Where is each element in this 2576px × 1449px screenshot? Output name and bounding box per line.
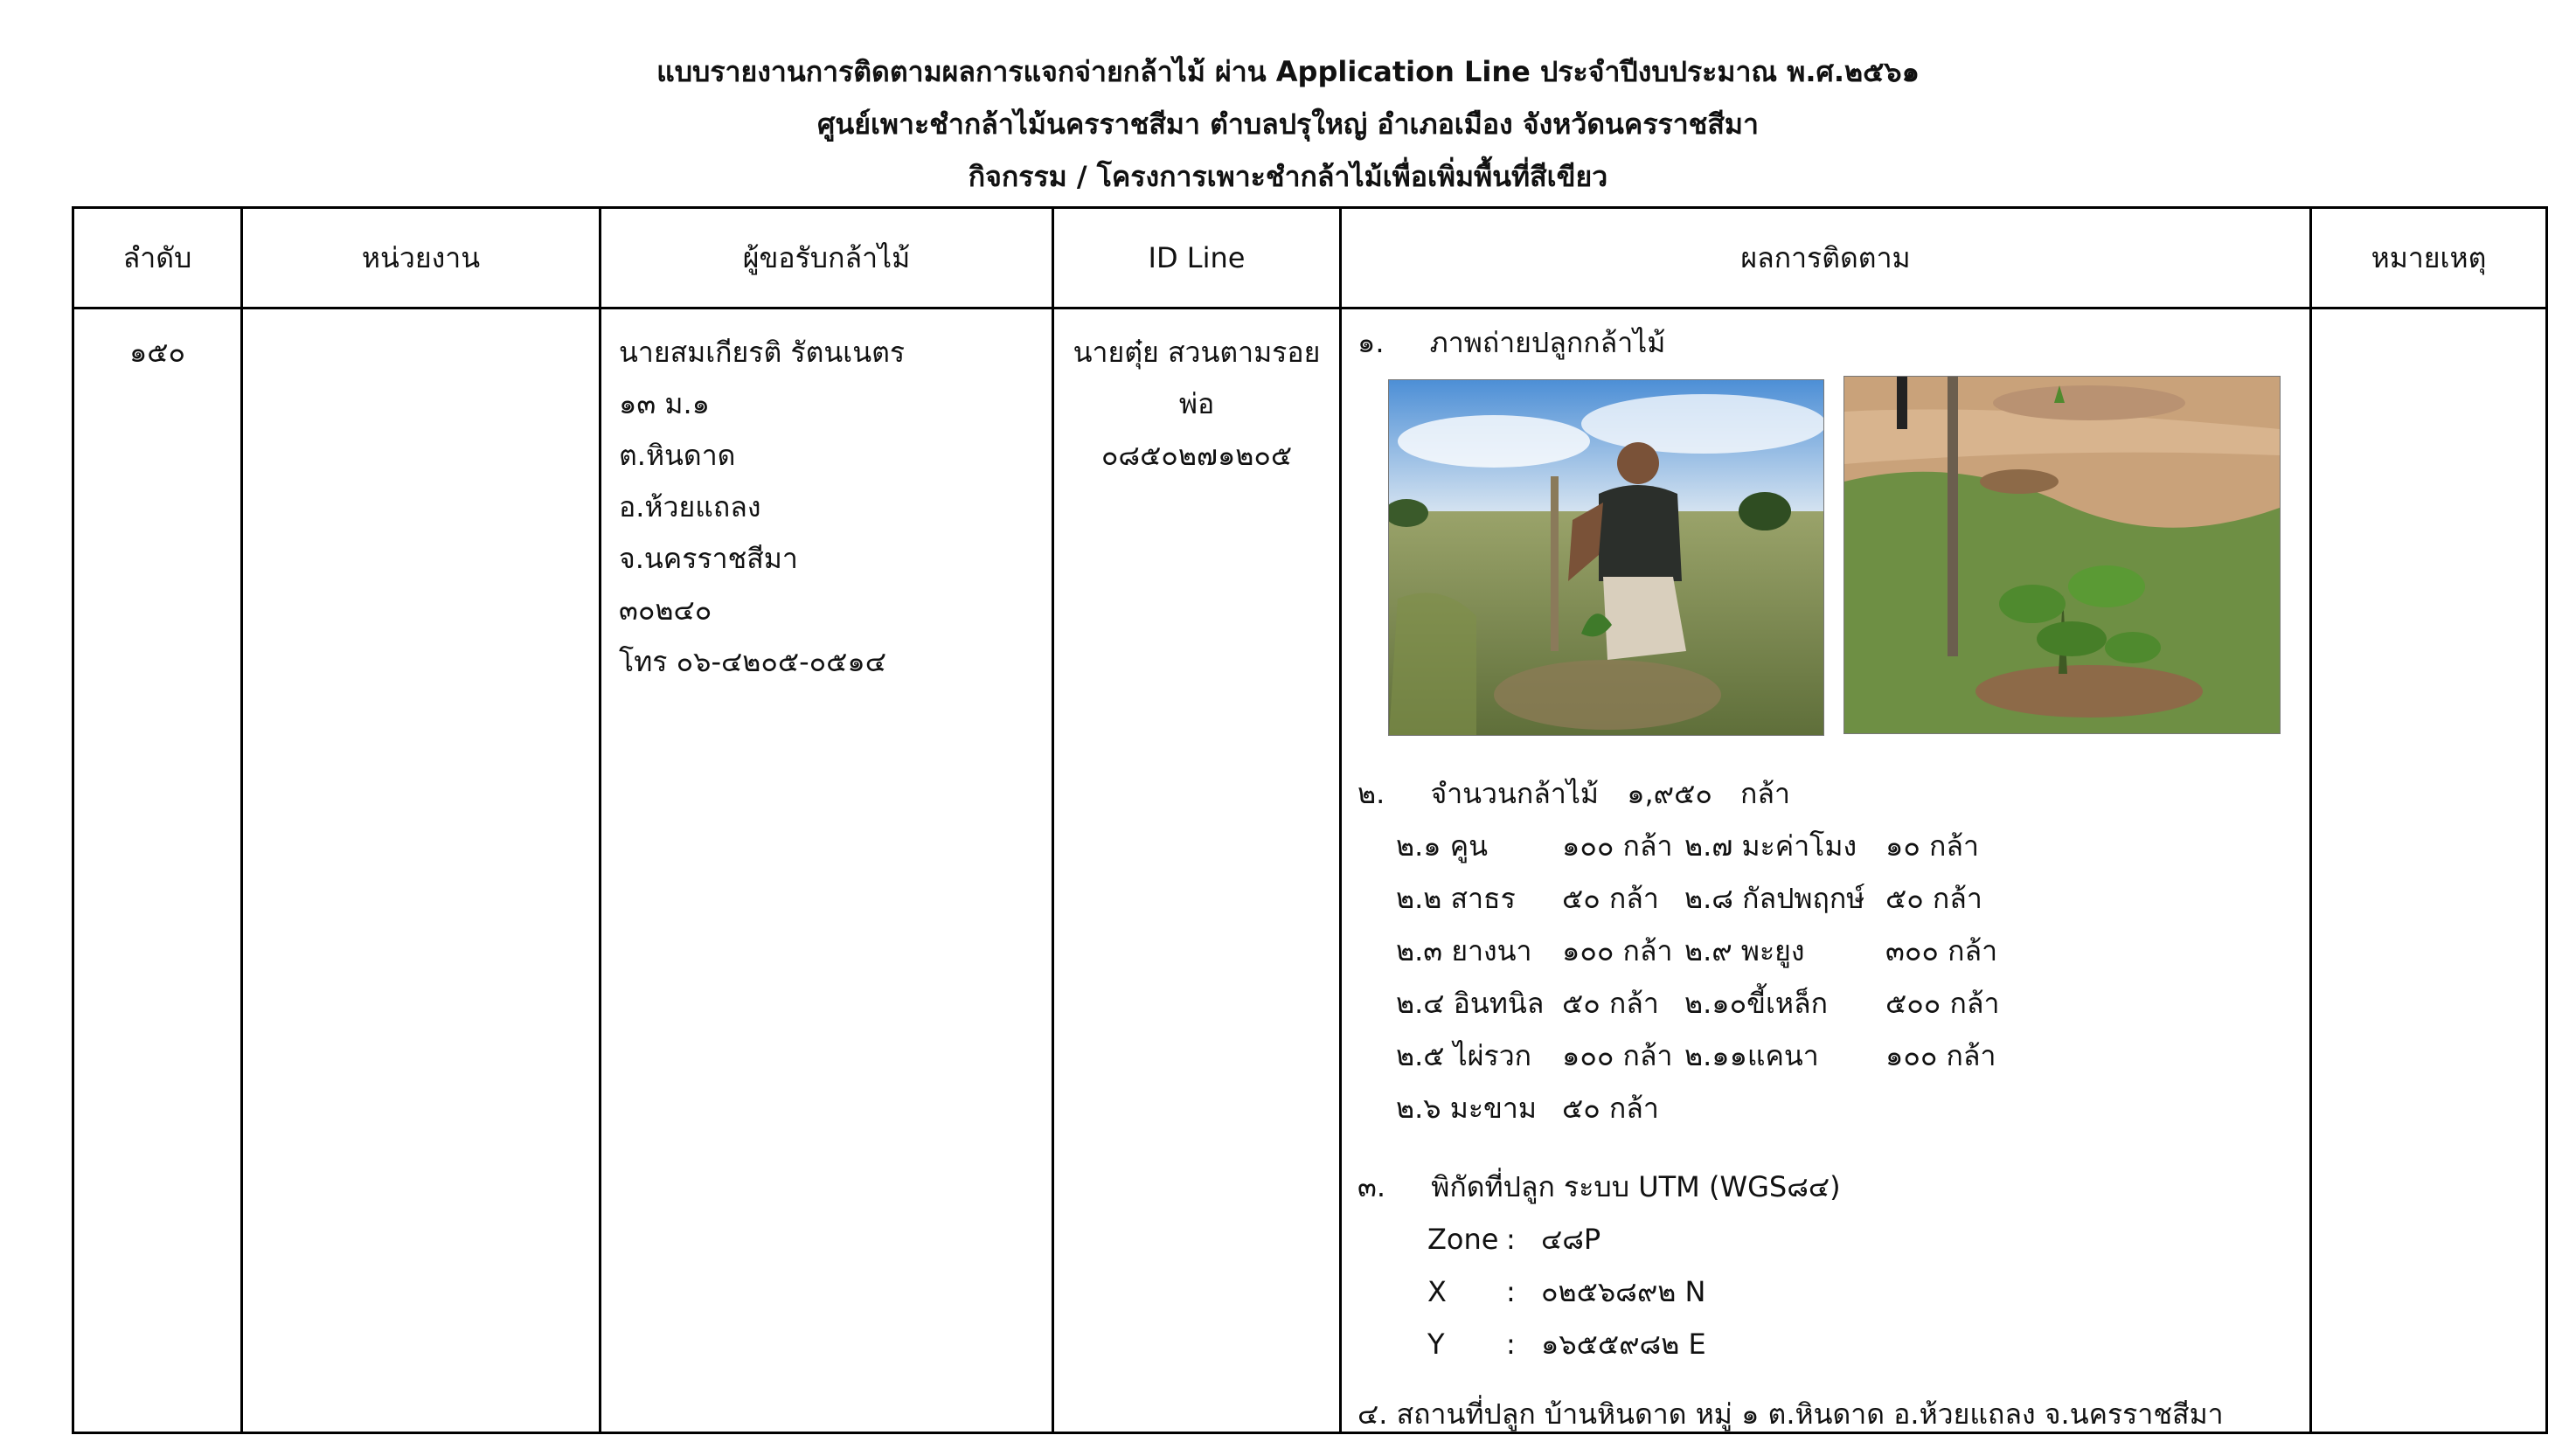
section-3-text: พิกัดที่ปลูก ระบบ UTM (WGS๘๔) [1431,1170,1841,1203]
coord-key: Y [1427,1328,1445,1361]
item-left-qty: ๑๐๐ กล้า [1562,1039,1673,1072]
coord-x [1427,1274,1705,1309]
note-cell [2311,309,2547,1433]
id-line-cell [1053,309,1341,1433]
item-left-name: ๒.๔ อินทนิล [1396,987,1545,1020]
list-item [1396,881,1982,916]
item-left-name: ๒.๖ มะขาม [1396,1092,1537,1125]
item-left-qty: ๑๐๐ กล้า [1562,829,1673,863]
seedling-photo-illustration [1844,377,2280,733]
coord-key: Zone [1427,1223,1499,1256]
item-left-name: ๒.๕ ไผ่รวก [1396,1039,1532,1072]
result-cell [1341,309,2311,1433]
item-left-qty: ๕๐ กล้า [1562,882,1659,915]
report-center: ศูนย์เพาะชำกล้าไม้นครราชสีมา ตำบลปรุใหญ่ อำเภอเมือง จังหวัดนครราชสีมา [817,107,1759,141]
recipient-district: อ.ห้วยแถลง [619,490,761,523]
section-3-number: ๓. [1357,1170,1386,1203]
coord-y [1427,1327,1706,1362]
item-right-name: ๒.๗ มะค่าโมง [1684,829,1857,863]
agency-cell [242,309,601,1433]
item-right-name: ๒.๘ กัลปพฤกษ์ [1684,882,1865,915]
result-section-1 [1357,325,1665,360]
planting-photo-seedling [1843,376,2281,734]
coord-value: ๑๖๕๕๙๘๒ E [1541,1328,1706,1361]
col-seq: ลำดับ [73,208,242,309]
list-item [1396,933,1997,968]
report-table [72,206,2548,1434]
item-left-name: ๒.๑ คูน [1396,829,1489,863]
item-right-qty: ๕๐๐ กล้า [1885,987,2000,1020]
col-result: ผลการติดตาม [1341,208,2311,309]
report-activity: กิจกรรม / โครงการเพาะชำกล้าไม้เพื่อเพิ่มพื้นที่สีเขียว [968,160,1608,193]
coord-value: ๔๘P [1541,1223,1601,1256]
coord-key: X [1427,1275,1447,1308]
section-2-number: ๒. [1357,777,1385,810]
farmer-photo-illustration [1389,380,1823,735]
section-1-number: ๑. [1357,326,1385,359]
recipient-province: จ.นครราชสีมา [619,542,798,575]
item-right-qty: ๓๐๐ กล้า [1885,934,1998,967]
result-section-2 [1357,776,1790,811]
seq-cell [73,309,242,1433]
recipient-subdistrict: ต.หินดาด [619,439,736,472]
id-line-name: นายตุ๋ย สวนตามรอย [1073,336,1321,369]
result-section-4: ๔. สถานที่ปลูก บ้านหินดาด หมู่ ๑ ต.หินดาด อ.ห้วยแถลง จ.นครราชสีมา [1357,1397,2224,1431]
list-item [1396,828,1979,863]
recipient-postcode: ๓๐๒๔๐ [619,593,712,627]
header-row [73,208,2547,309]
item-left-qty: ๑๐๐ กล้า [1562,934,1673,967]
item-left-name: ๒.๒ สาธร [1396,882,1516,915]
id-line-name-cont: พ่อ [1178,387,1215,420]
item-left-qty: ๕๐ กล้า [1562,987,1659,1020]
item-right-qty: ๑๐๐ กล้า [1885,1039,1996,1072]
item-right-name: ๒.๑๐ขี้เหล็ก [1684,987,1828,1020]
recipient-name: นายสมเกียรติ รัตนเนตร [619,336,906,369]
report-title: แบบรายงานการติดตามผลการแจกจ่ายกล้าไม้ ผ่าน Application Line ประจำปีงบประมาณ พ.ศ.๒๕๖๑ [656,55,1920,88]
table-row [73,309,2547,1433]
col-recipient: ผู้ขอรับกล้าไม้ [601,208,1053,309]
section-2-text: จำนวนกล้าไม้ [1430,777,1600,810]
coord-sep: : [1506,1275,1516,1308]
list-item [1396,1038,1996,1073]
seedling-unit: กล้า [1740,777,1790,810]
item-left-name: ๒.๓ ยางนา [1396,934,1532,967]
item-right-qty: ๕๐ กล้า [1885,882,1982,915]
item-left-qty: ๕๐ กล้า [1562,1092,1659,1125]
col-note: หมายเหตุ [2311,208,2547,309]
seq-value: ๑๕๐ [128,336,186,369]
coord-zone [1427,1222,1600,1257]
section-1-text: ภาพถ่ายปลูกกล้าไม้ [1429,326,1666,359]
recipient-phone: โทร ๐๖-๔๒๐๕-๐๕๑๔ [619,645,886,678]
item-right-name: ๒.๑๑แคนา [1684,1039,1819,1072]
coord-sep: : [1506,1223,1516,1256]
list-item [1396,986,1999,1021]
coord-sep: : [1506,1328,1516,1361]
seedling-total: ๑,๙๕๐ [1627,777,1712,810]
planting-photo-farmer [1388,379,1824,736]
item-right-qty: ๑๐ กล้า [1885,829,1979,863]
id-line-phone: ๐๘๕๐๒๗๑๒๐๕ [1101,439,1293,472]
recipient-cell [601,309,1053,1433]
recipient-village: ๑๓ ม.๑ [619,387,710,420]
list-item [1396,1091,1885,1126]
item-right-name: ๒.๙ พะยูง [1684,934,1805,967]
result-section-3 [1357,1169,1841,1204]
coord-value: ๐๒๕๖๘๙๒ N [1541,1275,1706,1308]
col-agency: หน่วยงาน [242,208,601,309]
col-id-line: ID Line [1053,208,1341,309]
